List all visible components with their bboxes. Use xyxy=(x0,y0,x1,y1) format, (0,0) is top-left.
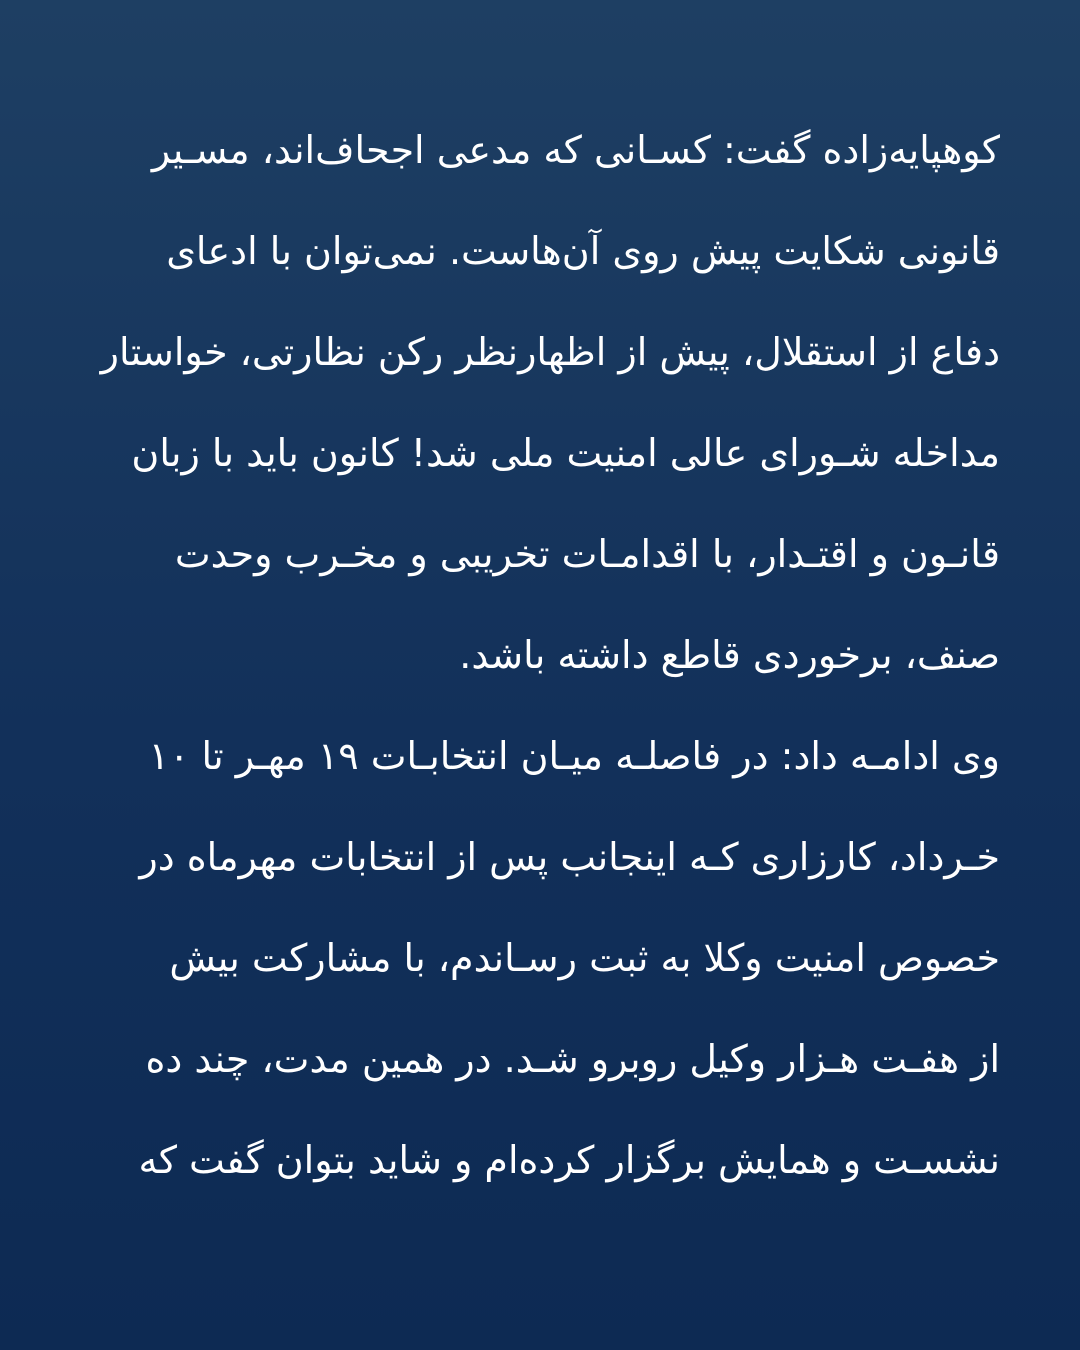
text-line: صنف، برخوردی قاطع داشته باشد. xyxy=(459,633,1000,677)
text-line: خـرداد، کارزاری کـه اینجانب پس از انتخابات مهرماه در xyxy=(139,835,1000,879)
text-line: از هفـت هـزار وکیل روبرو شـد. در همین مدت، چند ده xyxy=(145,1037,1000,1081)
text-line: مداخله شـورای عالی امنیت ملی شد! کانون باید با زبان xyxy=(131,431,1000,475)
text-line: نشسـت و همایش برگزار کرده‌ام و شاید بتوان گفت که xyxy=(138,1138,1000,1182)
paragraph-continuation xyxy=(80,706,1000,1211)
text-line: کوهپایه‌زاده گفت: کسـانی که مدعی اجحاف‌اند، مسـیر xyxy=(151,128,1000,172)
paragraph-statement xyxy=(80,100,1000,706)
article-text xyxy=(80,100,1000,1211)
text-line: قانونی شکایت پیش روی آن‌هاست. نمی‌توان با ادعای xyxy=(166,229,1000,273)
text-line: دفاع از استقلال، پیش از اظهارنظر رکن نظارتی، خواستار xyxy=(100,330,1000,374)
text-line: خصوص امنیت وکلا به ثبت رسـاندم، با مشارکت بیش xyxy=(169,936,1000,980)
text-line: وی ادامـه داد: در فاصلـه میـان انتخابـات ۱۹ مهـر تا ۱۰ xyxy=(148,734,1000,778)
text-line: قانـون و اقتـدار، با اقدامـات تخریبی و مخـرب وحدت xyxy=(174,532,1000,576)
